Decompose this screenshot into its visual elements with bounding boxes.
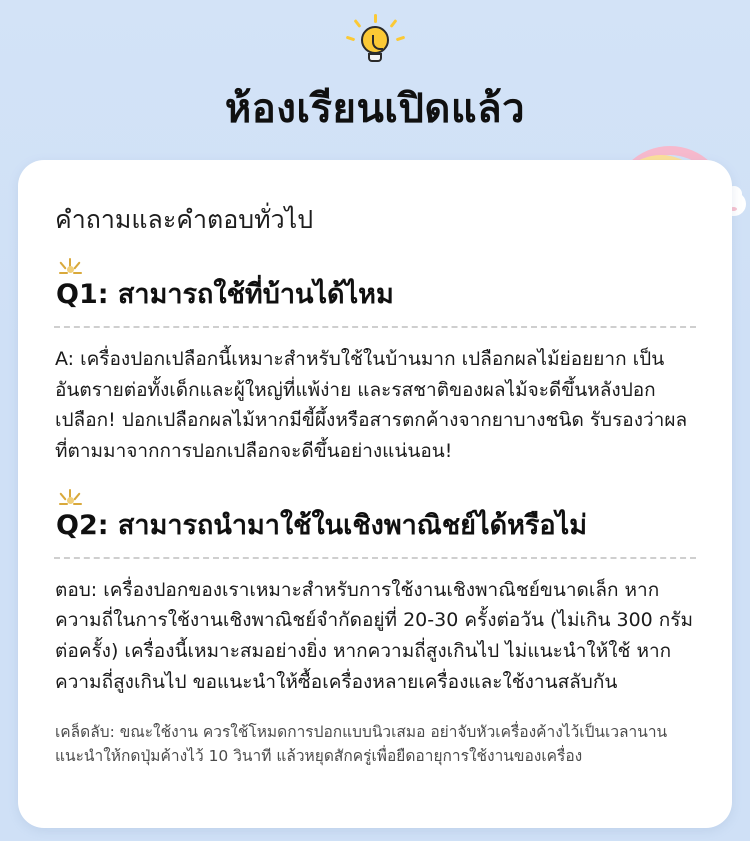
sparkle-icon	[58, 258, 84, 278]
faq-answer: ตอบ: เครื่องปอกของเราเหมาะสำหรับการใช้งานเชิงพาณิชย์ขนาดเล็ก หากความถี่ในการใช้งานเชิงพาณิชย์จำกัดอยู่ที่ 20-30 ครั้งต่อวัน (ไม่เกิน 300 กรัมต่อครั้ง) เครื่องนี้เหมาะสมอย่างยิ่ง หากความถี่สูงเกินไป ไม่แนะนำให้ใช้ หากความถี่สูงเกินไป ขอแนะนำให้ซื้อเครื่องหลายเครื่องและใช้งานสลับกัน	[55, 578, 694, 693]
sparkle-icon	[58, 489, 84, 509]
bulb-ray	[396, 36, 405, 42]
lightbulb-icon	[348, 14, 402, 74]
faq-card	[18, 160, 732, 828]
bulb-ray	[346, 36, 355, 42]
section-heading: คำถามและคำตอบทั่วไป	[55, 205, 314, 234]
bulb-base	[368, 53, 382, 62]
bulb-ray	[374, 14, 377, 23]
faq-item	[52, 489, 698, 698]
page-title: ห้องเรียนเปิดแล้ว	[224, 86, 526, 132]
faq-answer: A: เครื่องปอกเปลือกนี้เหมาะสำหรับใช้ในบ้านมาก เปลือกผลไม้ย่อยยาก เป็นอันตรายต่อทั้งเด็กและผู้ใหญ่ที่แพ้ง่าย และรสชาติของผลไม้จะดีขึ้นหลังปอกเปลือก! ปอกเปลือกผลไม้หากมีขี้ผึ้งหรือสารตกค้างจากยาบางชนิด รับรองว่าผลที่ตามมาจากการปอกเปลือกจะดีขึ้นอย่างแน่นอน!	[55, 347, 688, 463]
bulb-glass	[361, 26, 389, 54]
faq-question: Q1: สามารถใช้ที่บ้านได้ไหม	[56, 279, 394, 310]
divider	[54, 326, 696, 328]
lightbulb-decoration	[0, 14, 750, 76]
faq-item	[52, 258, 698, 467]
bulb-ray	[390, 19, 398, 28]
usage-tip: เคล็ดลับ: ขณะใช้งาน ควรใช้โหมดการปอกแบบนิวเสมอ อย่าจับหัวเครื่องค้างไว้เป็นเวลานาน แนะนำให้กดปุ่มค้างไว้ 10 วินาที แล้วหยุดสักครู่เพื่อยืดอายุการใช้งานของเครื่อง	[55, 722, 668, 765]
faq-question: Q2: สามารถนำมาใช้ในเชิงพาณิชย์ได้หรือไม่	[56, 509, 588, 541]
divider	[54, 557, 696, 559]
bulb-ray	[354, 19, 362, 28]
